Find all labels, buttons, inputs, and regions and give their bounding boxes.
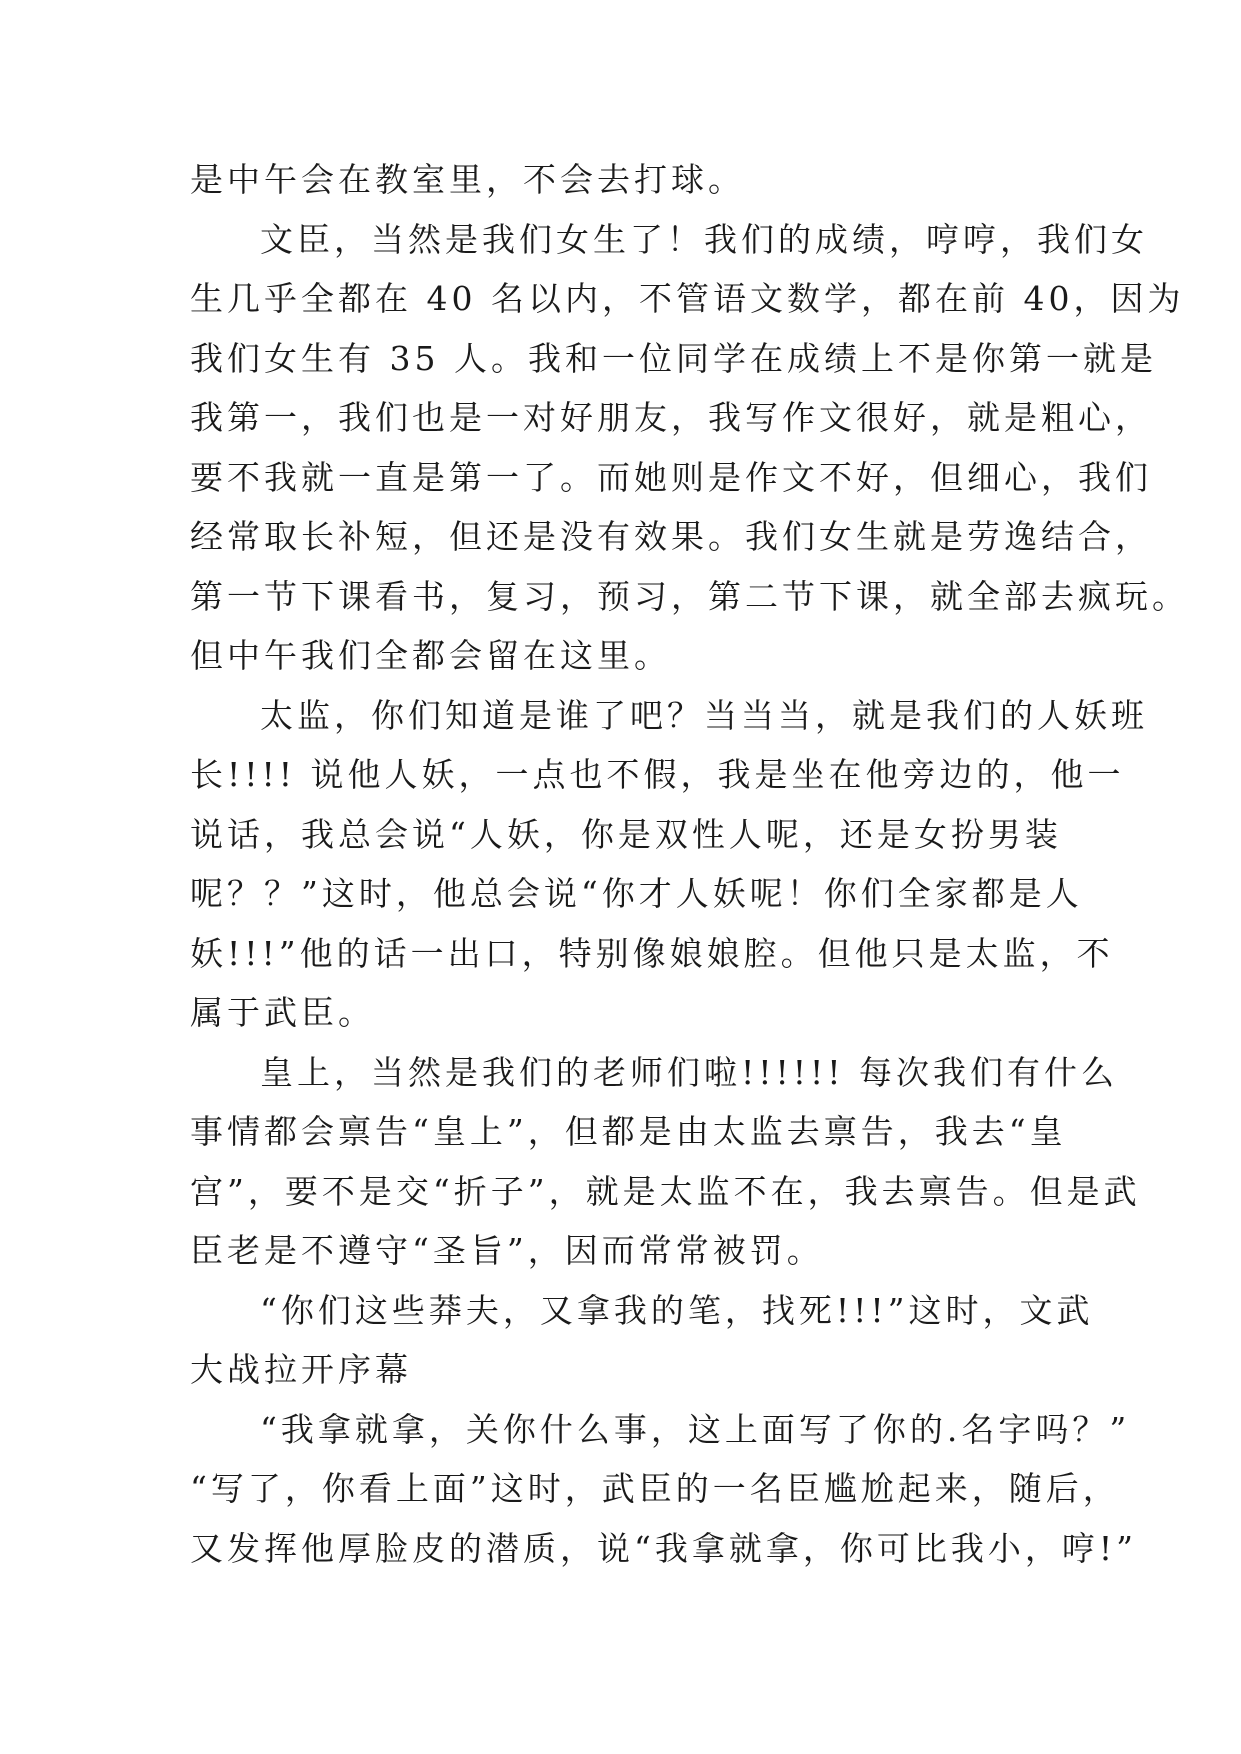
text-line: 文臣，当然是我们女生了！我们的成绩，哼哼，我们女 [260, 219, 1148, 259]
text-line: 太监，你们知道是谁了吧？当当当，就是我们的人妖班 [260, 695, 1148, 735]
text-line: 长!!!! 说他人妖，一点也不假，我是坐在他旁边的，他一 [190, 755, 1125, 794]
text-line: 皇上，当然是我们的老师们啦!!!!!! 每次我们有什么 [260, 1052, 1119, 1092]
text-line: “我拿就拿，关你什么事，这上面写了你的.名字吗？” [260, 1409, 1131, 1449]
text-line: 要不我就一直是第一了。而她则是作文不好，但细心，我们 [190, 457, 1152, 497]
text-line: 经常取长补短，但还是没有效果。我们女生就是劳逸结合， [190, 517, 1152, 556]
text-line: 我们女生有 35 人。我和一位同学在成绩上不是你第一就是 [190, 338, 1157, 378]
text-line: 事情都会禀告“皇上”，但都是由太监去禀告，我去“皇 [190, 1112, 1067, 1151]
text-line: 又发挥他厚脸皮的潜质，说“我拿就拿，你可比我小，哼!” [190, 1528, 1138, 1568]
text-line: “你们这些莽夫，又拿我的笔，找死!!!”这时，文武 [260, 1290, 1094, 1330]
text-line: 属于武臣。 [190, 993, 375, 1032]
text-line: 第一节下课看书，复习，预习，第二节下课，就全部去疯玩。 [190, 576, 1189, 616]
text-line: “写了，你看上面”这时，武臣的一名臣尴尬起来，随后， [190, 1469, 1120, 1508]
text-line: 我第一，我们也是一对好朋友，我写作文很好，就是粗心， [190, 398, 1152, 437]
text-line: 但中午我们全都会留在这里。 [190, 636, 671, 675]
text-line: 妖!!!”他的话一出口，特别像娘娘腔。但他只是太监，不 [190, 933, 1114, 973]
document-body [190, 150, 1189, 1578]
text-line: 宫”，要不是交“折子”，就是太监不在，我去禀告。但是武 [190, 1171, 1141, 1211]
text-line: 臣老是不遵守“圣旨”，因而常常被罚。 [190, 1231, 824, 1270]
text-line: 生几乎全都在 40 名以内，不管语文数学，都在前 40，因为 [190, 279, 1185, 318]
text-line: 是中午会在教室里，不会去打球。 [190, 160, 745, 199]
text-line: 呢？？”这时，他总会说“你才人妖呢！你们全家都是人 [190, 874, 1083, 913]
text-line: 大战拉开序幕 [190, 1350, 412, 1389]
text-line: 说话，我总会说“人妖，你是双性人呢，还是女扮男装 [190, 814, 1062, 854]
